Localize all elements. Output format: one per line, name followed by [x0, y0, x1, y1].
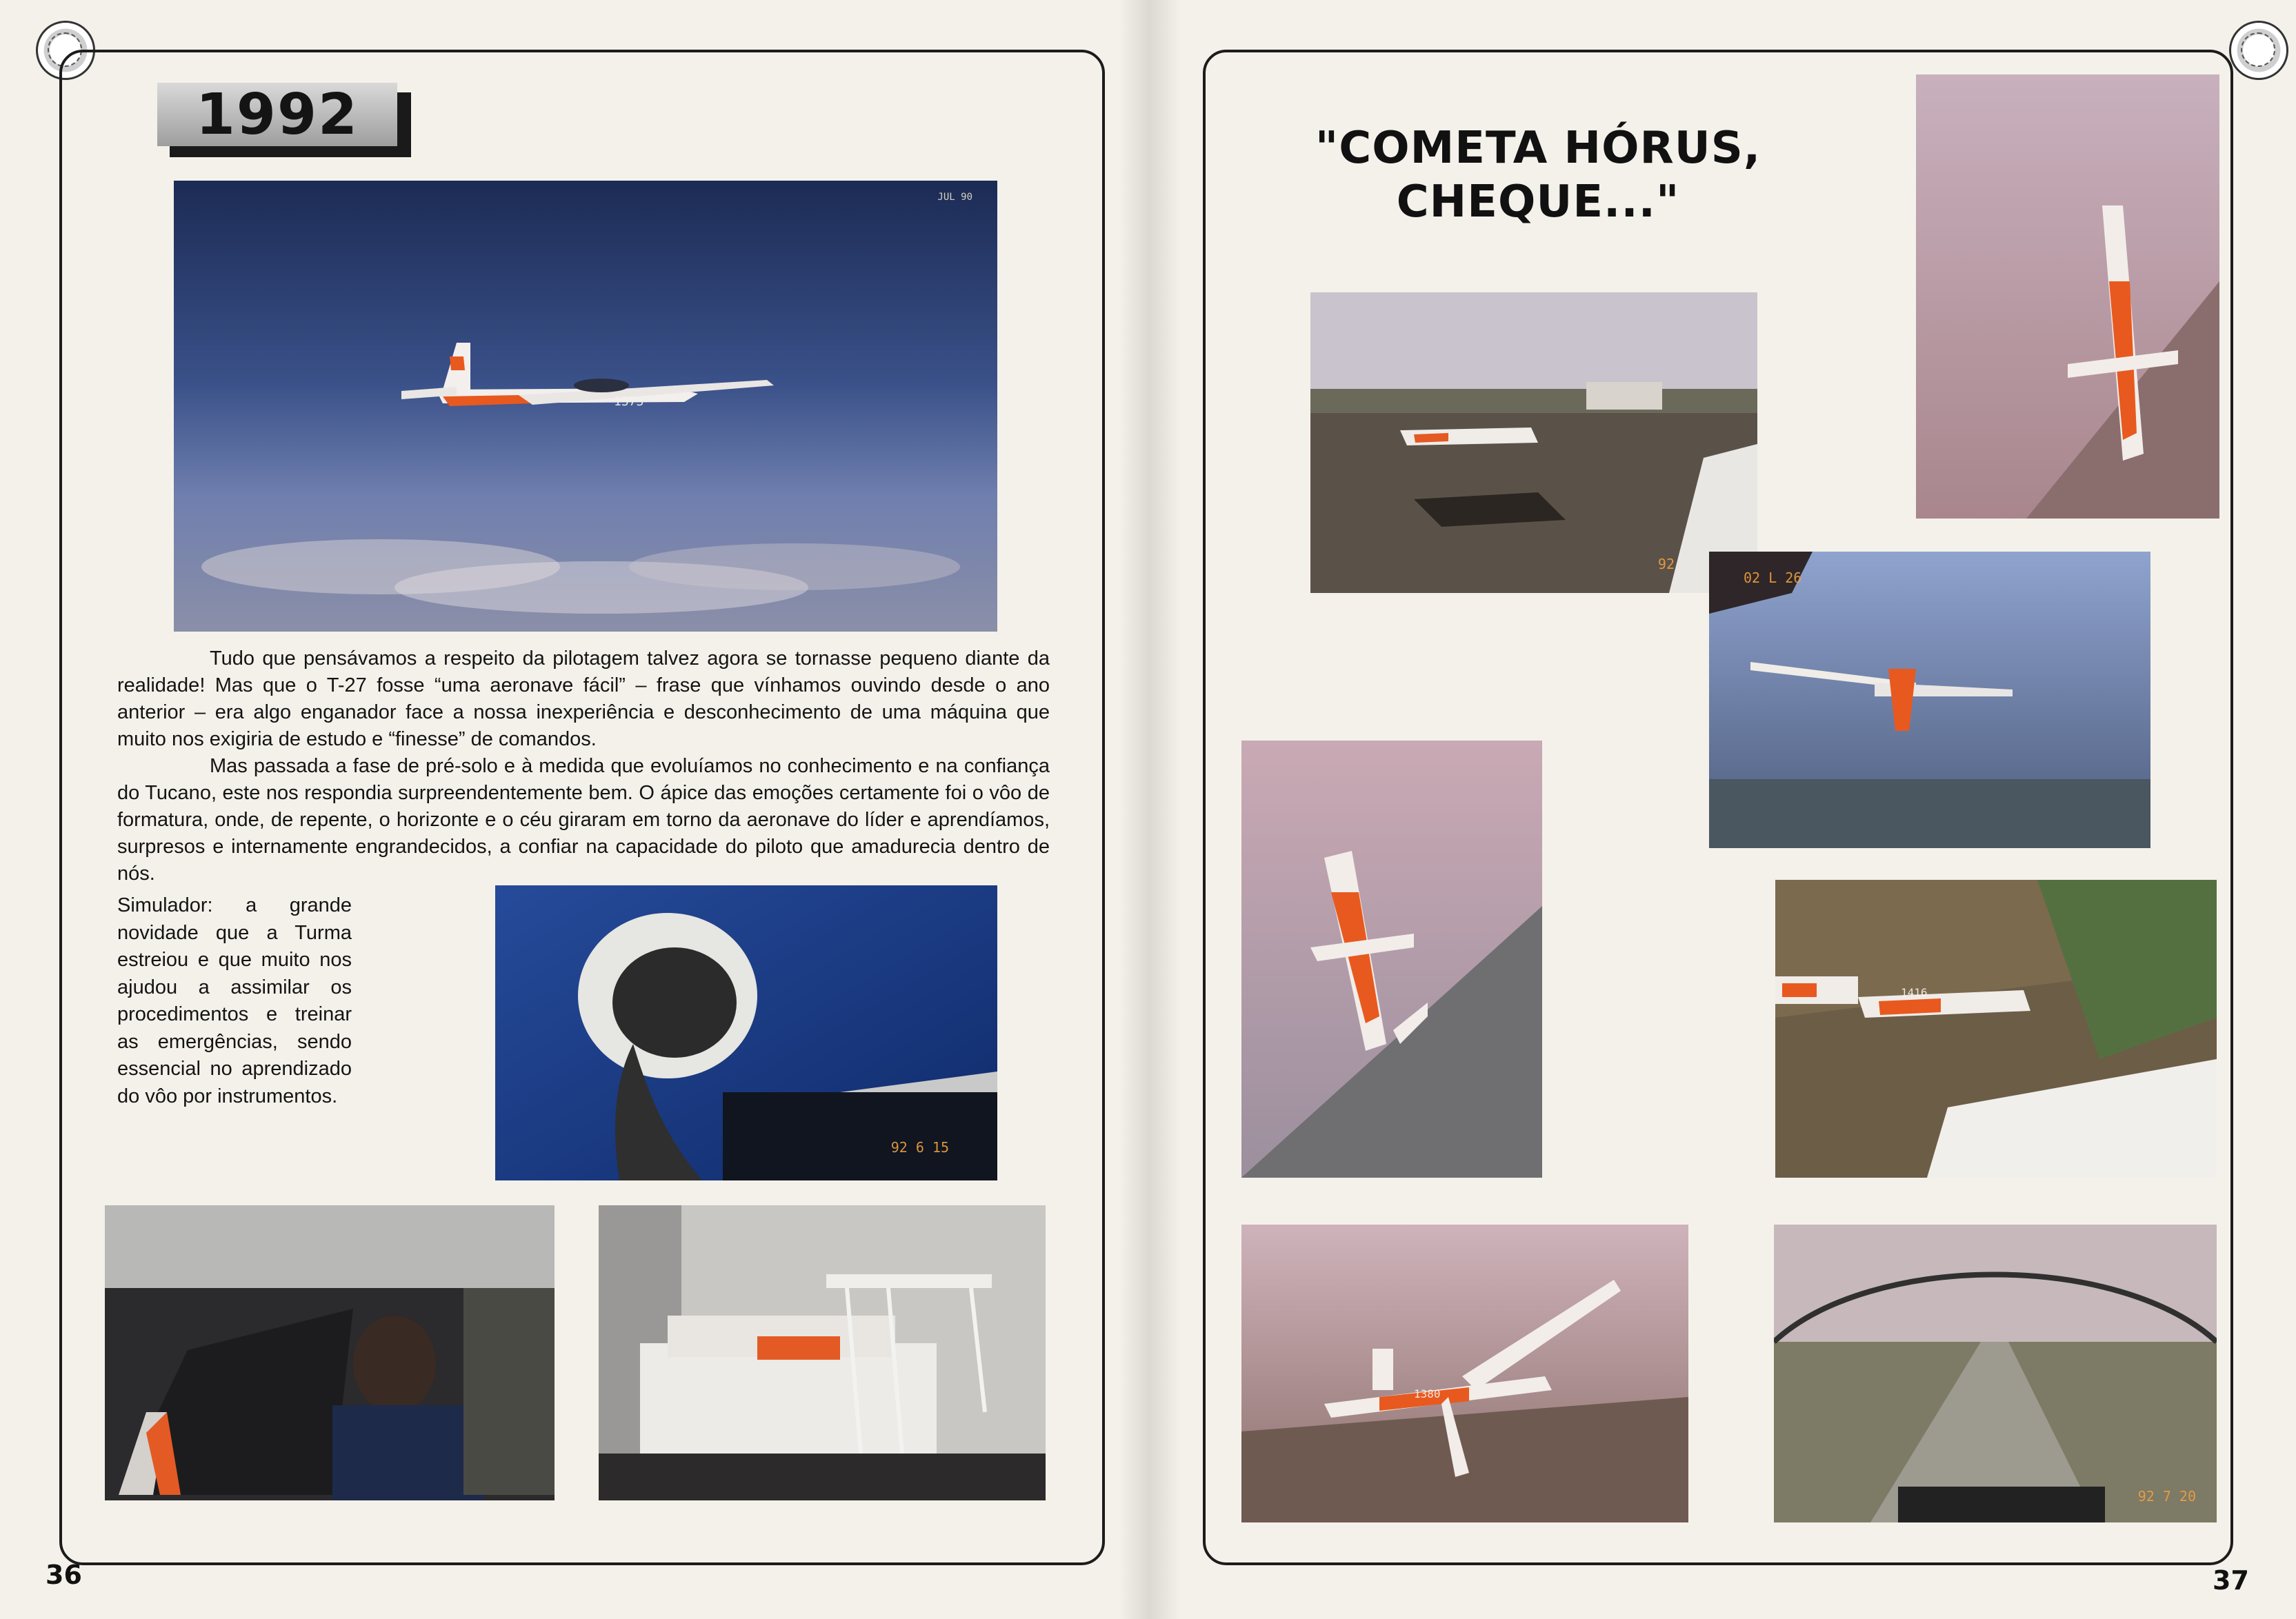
aircraft-tail-number: 1380: [1414, 1387, 1441, 1400]
spread-gutter: [1119, 0, 1181, 1619]
article-body: [117, 645, 1050, 887]
photo-tucano-in-flight: [174, 181, 997, 632]
photo-inverted-aircraft: [1241, 741, 1542, 1178]
headline-line-2: CHEQUE...": [1396, 177, 1680, 228]
page-number-left: 36: [46, 1560, 82, 1590]
year-badge: [157, 83, 410, 157]
photo-formation-wing: [1709, 552, 2150, 848]
photo-date-stamp: 92 7 20: [2137, 1488, 2196, 1505]
photo-formation-pair: [1775, 880, 2217, 1178]
photo-banking-aircraft: [1241, 1225, 1688, 1522]
photo-vertical-climb: [1916, 74, 2219, 519]
aircraft-tail-number: 1373: [614, 394, 644, 409]
photo-runway-takeoff: [1310, 292, 1757, 593]
page-number-right: 37: [2213, 1565, 2249, 1596]
article-paragraph: Mas passada a fase de pré-solo e à medida que evoluíamos no conhecimento e na confiança do Tucano, este nos respondia surpreendentemente bem. O ápice das emoções certamente foi o vôo de formatura, onde, de repente, o horizonte e o céu giraram em torno da aeronave do líder e aprendíamos, surpresos e internamente engrandecidos, a confiar na capacidade do piloto que amadurecia dentro de nós.: [117, 755, 1050, 885]
simulator-caption: Simulador: a grande novidade que a Turma estreiou e que muito nos ajudou a assimilar os procedimentos e treinar as emergências, sendo essencial no aprendizado do vôo por instrumentos.: [117, 894, 352, 1107]
photo-date-stamp: 92: [1657, 556, 1675, 572]
photo-simulator-cockpit: [105, 1205, 555, 1500]
photo-date-stamp: 92 6 15: [890, 1139, 949, 1156]
aircraft-tail-number: 1416: [1901, 986, 1928, 999]
photo-date-stamp: 02 L 26: [1744, 570, 1802, 586]
page-headline: [1297, 121, 1779, 229]
photo-simulator-room: [599, 1205, 1046, 1500]
photo-landing-approach: [1774, 1225, 2217, 1522]
article-paragraph: Tudo que pensávamos a respeito da pilotagem talvez agora se tornasse pequeno diante da realidade! Mas que o T-27 fosse “uma aeronave fácil” – frase que vínhamos ouvindo desde o ano anterior – era algo enganador face a nossa inexperiência e desconhecimento de uma máquina que muito nos exigiria de estudo e “finesse” de comandos.: [117, 647, 1050, 750]
squadron-seal-icon: [2229, 21, 2288, 80]
year-label: 1992: [157, 83, 397, 146]
photo-date-stamp: JUL 90: [937, 192, 972, 203]
photo-pilot-helmet: [495, 885, 997, 1180]
headline-line-1: "COMETA HÓRUS,: [1315, 123, 1761, 174]
